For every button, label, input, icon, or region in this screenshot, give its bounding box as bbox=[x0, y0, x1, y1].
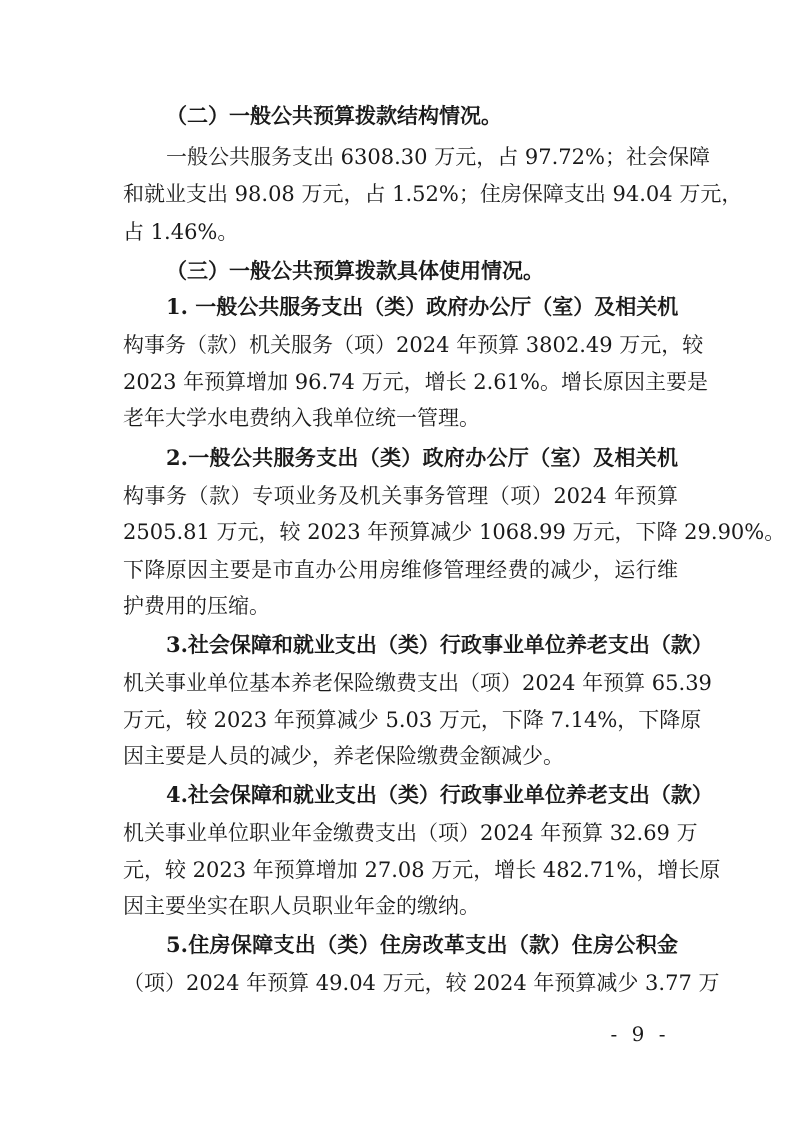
paragraph-line: 老年大学水电费纳入我单位统一管理。 bbox=[123, 406, 480, 430]
page-number: - 9 - bbox=[610, 1022, 670, 1046]
item-2-heading: 2.一般公共服务支出（类）政府办公厅（室）及相关机 bbox=[166, 445, 678, 470]
paragraph-line: 一般公共服务支出 6308.30 万元，占 97.72%；社会保障 bbox=[166, 145, 710, 169]
item-5-heading: 5.住房保障支出（类）住房改革支出（款）住房公积金 bbox=[166, 932, 678, 957]
paragraph-line: 下降原因主要是市直办公用房维修管理经费的减少，运行维 bbox=[123, 558, 678, 582]
paragraph-line: 2023 年预算增加 96.74 万元，增长 2.61%。增长原因主要是 bbox=[123, 370, 708, 394]
paragraph-line: 构事务（款）机关服务（项）2024 年预算 3802.49 万元，较 bbox=[123, 333, 704, 357]
paragraph-line: 元，较 2023 年预算增加 27.08 万元，增长 482.71%，增长原 bbox=[123, 858, 721, 882]
paragraph-line: 2505.81 万元，较 2023 年预算减少 1068.99 万元，下降 29.90%。 bbox=[123, 520, 786, 544]
paragraph-line: 机关事业单位基本养老保险缴费支出（项）2024 年预算 65.39 bbox=[123, 671, 712, 695]
paragraph-line: 护费用的压缩。 bbox=[123, 594, 270, 618]
paragraph-line: 因主要是人员的减少，养老保险缴费金额减少。 bbox=[123, 744, 564, 768]
paragraph-line: 和就业支出 98.08 万元，占 1.52%；住房保障支出 94.04 万元， bbox=[123, 182, 743, 206]
section-heading-3: （三）一般公共预算拨款具体使用情况。 bbox=[166, 258, 544, 283]
paragraph-line: 因主要坐实在职人员职业年金的缴纳。 bbox=[123, 894, 480, 918]
paragraph-line: （项）2024 年预算 49.04 万元，较 2024 年预算减少 3.77 万 bbox=[123, 971, 720, 995]
item-4-heading: 4.社会保障和就业支出（类）行政事业单位养老支出（款） bbox=[166, 782, 713, 807]
section-heading-2: （二）一般公共预算拨款结构情况。 bbox=[166, 103, 502, 128]
item-3-heading: 3.社会保障和就业支出（类）行政事业单位养老支出（款） bbox=[166, 632, 713, 657]
paragraph-line: 占 1.46%。 bbox=[123, 220, 239, 244]
paragraph-line: 机关事业单位职业年金缴费支出（项）2024 年预算 32.69 万 bbox=[123, 821, 698, 845]
item-1-heading: 1. 一般公共服务支出（类）政府办公厅（室）及相关机 bbox=[166, 294, 679, 319]
item-1-heading-line bbox=[166, 293, 678, 321]
paragraph-line: 构事务（款）专项业务及机关事务管理（项）2024 年预算 bbox=[123, 484, 678, 508]
paragraph-line: 万元，较 2023 年预算减少 5.03 万元，下降 7.14%，下降原 bbox=[123, 708, 702, 732]
